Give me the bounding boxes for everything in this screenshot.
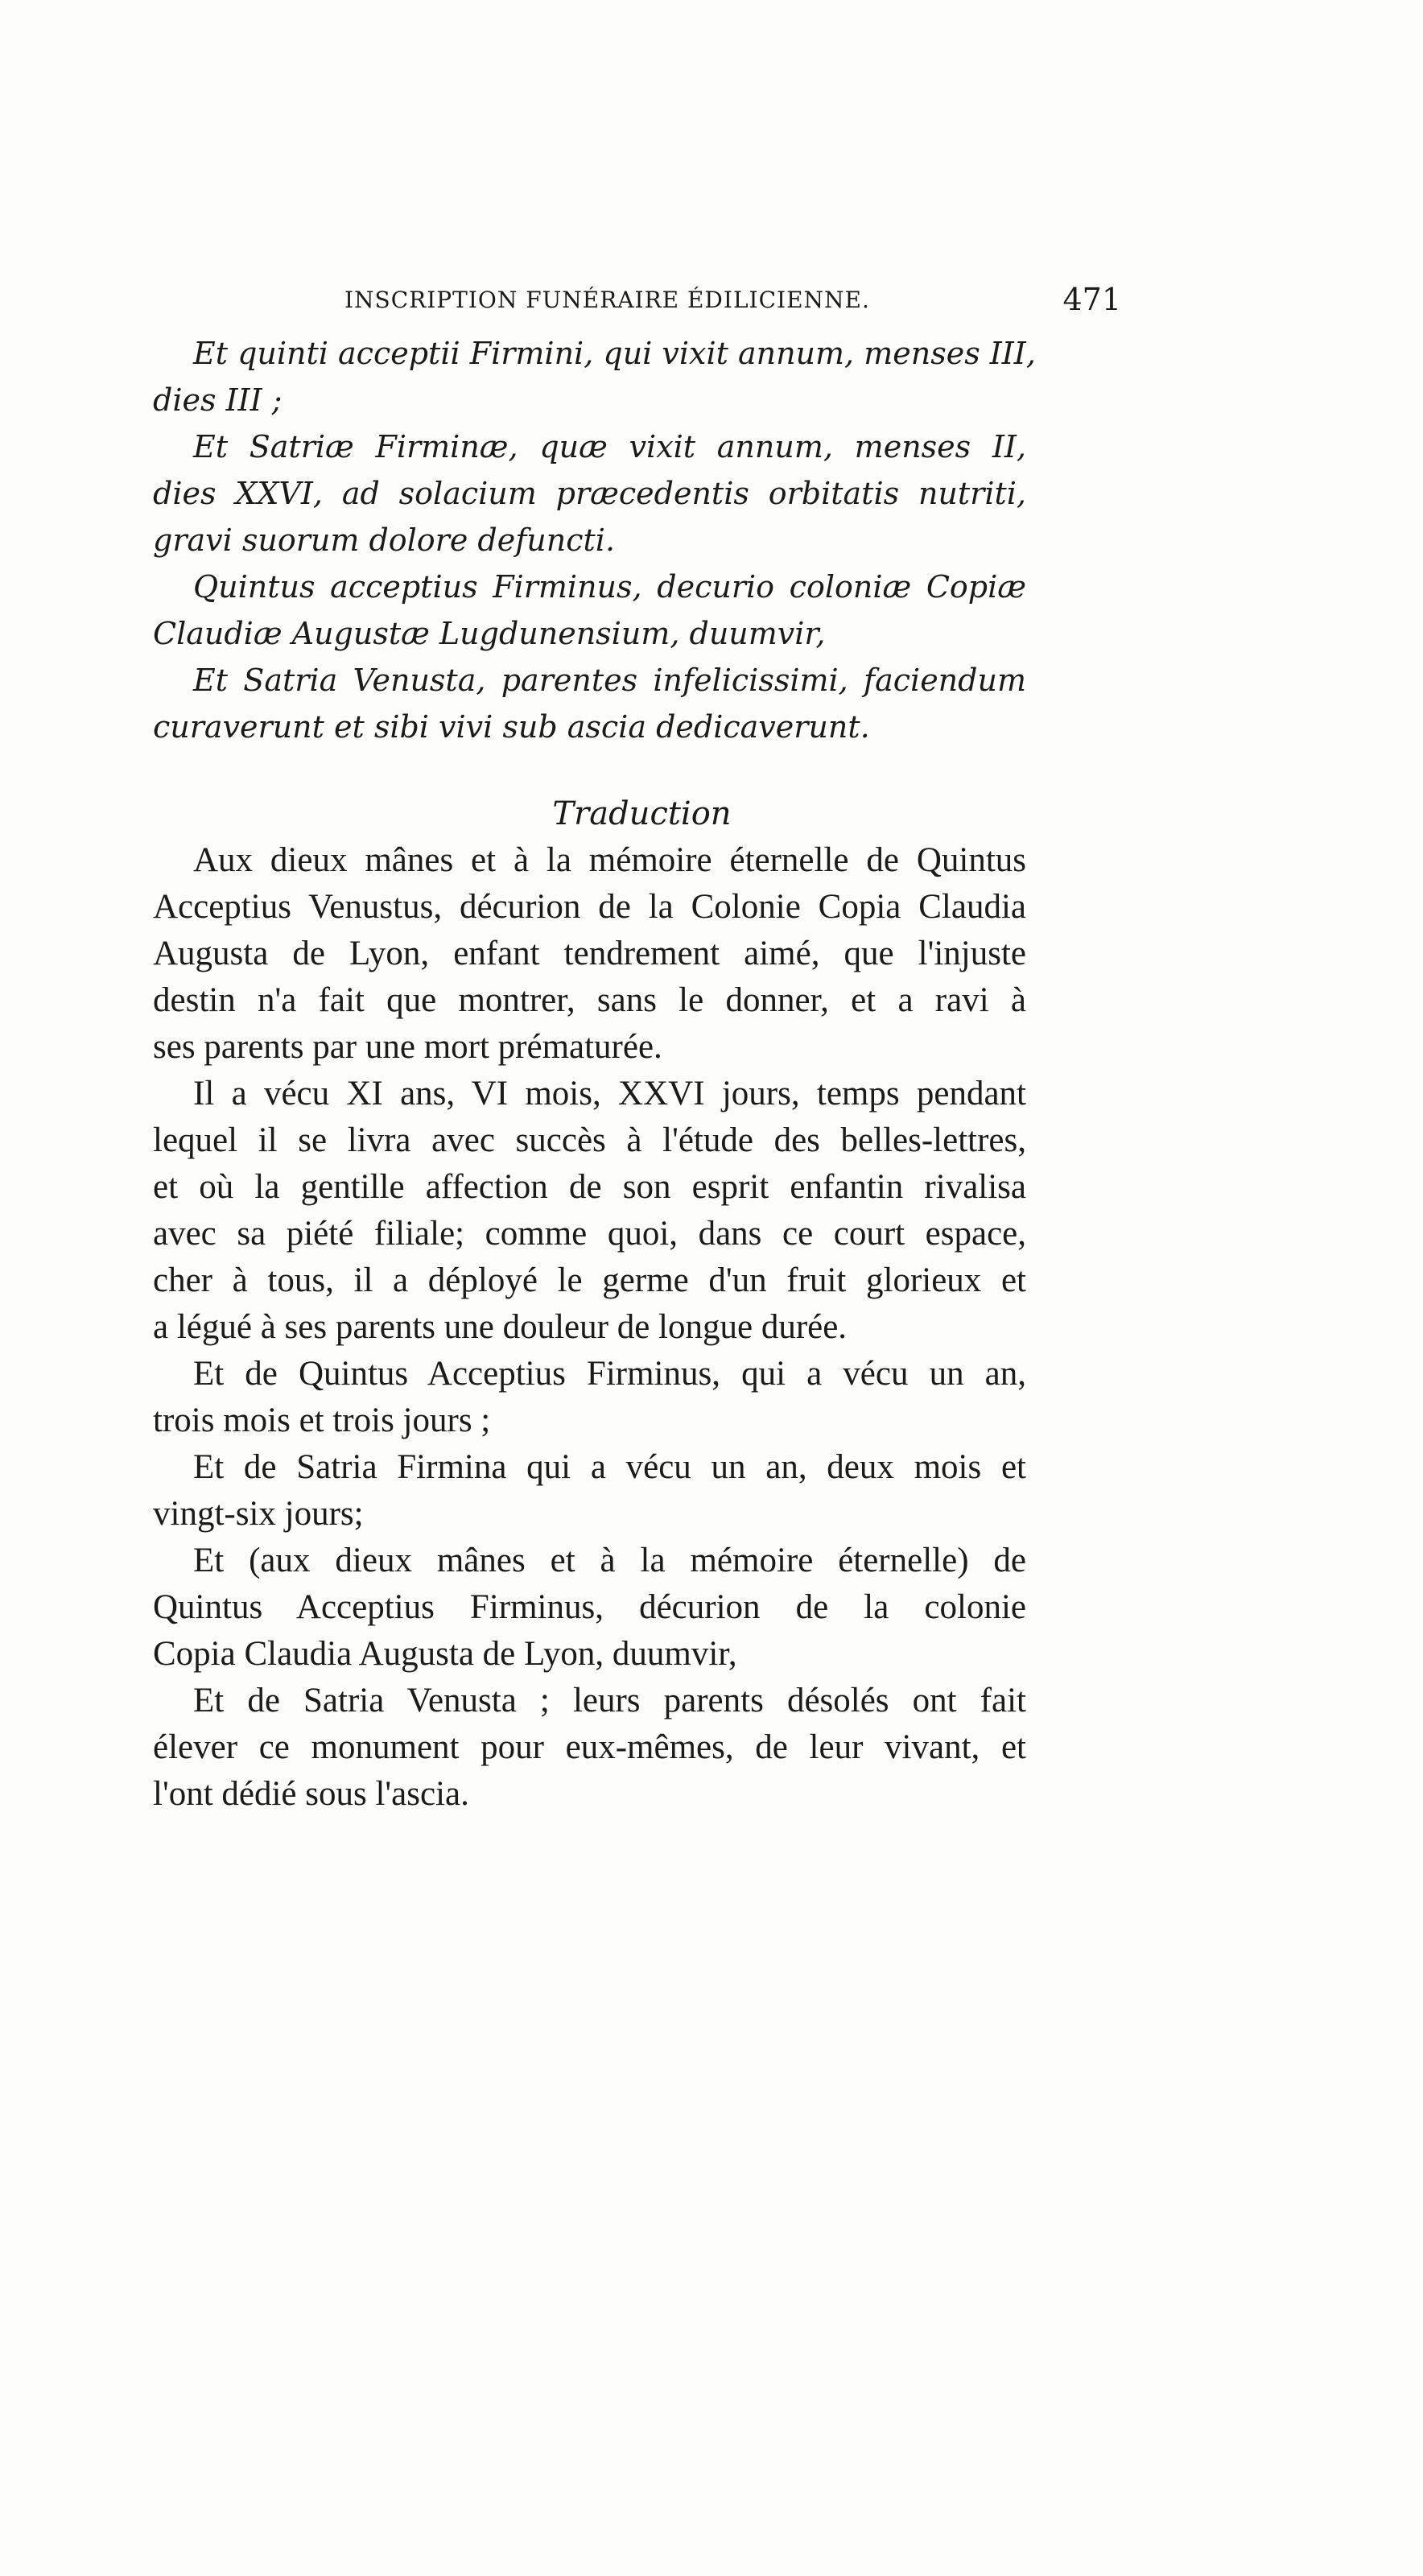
running-title: INSCRIPTION FUNÉRAIRE ÉDILICIENNE. [344,287,870,313]
latin-line: Quintus acceptius Firminus, decurio coloniæ Copiæ [193,569,1026,605]
latin-line: Et Satria Venusta, parentes infelicissimi, faciendum [193,663,1026,698]
latin-line: Et Satriæ Firminæ, quæ vixit annum, menses II, [193,429,1026,464]
running-head [314,282,1121,322]
translation-line: ses parents par une mort prématurée. [153,1028,662,1066]
latin-line: Et quinti acceptii Firmini, qui vixit annum, menses III, [193,336,1036,371]
translation-line: vingt-six jours; [153,1495,364,1533]
latin-line: gravi suorum dolore defuncti. [153,522,616,558]
translation-line: l'ont dédié sous l'ascia. [153,1775,469,1813]
translation-line: Acceptius Venustus, décurion de la Colonie Copia Claudia [153,888,1026,926]
text-block [153,330,1036,1818]
latin-line: dies XXVI, ad solacium præcedentis orbitatis nutriti, [153,476,1026,511]
translation-heading: Traduction [552,795,732,832]
translation-line: cher à tous, il a déployé le germe d'un fruit glorieux et [153,1261,1026,1299]
translation-line: Il a vécu XI ans, VI mois, XXVI jours, temps pendant [193,1075,1026,1113]
translation-line: Copia Claudia Augusta de Lyon, duumvir, [153,1635,737,1673]
translation-line: avec sa piété filiale; comme quoi, dans ce court espace, [153,1215,1026,1253]
translation-line: et où la gentille affection de son esprit enfantin rivalisa [153,1168,1026,1206]
translation-line: a légué à ses parents une douleur de longue durée. [153,1308,848,1346]
translation-line: élever ce monument pour eux-mêmes, de leur vivant, et [153,1728,1026,1766]
latin-line: curaverunt et sibi vivi sub ascia dedicaverunt. [153,709,870,745]
translation-line: Quintus Acceptius Firminus, décurion de la colonie [153,1588,1026,1626]
translation-line: Et de Quintus Acceptius Firminus, qui a vécu un an, [193,1355,1026,1393]
translation-line: Et de Satria Firmina qui a vécu un an, deux mois et [193,1448,1026,1486]
french-translation [153,837,1026,1818]
latin-line: dies III ; [153,382,283,418]
translation-line: lequel il se livra avec succès à l'étude des belles-lettres, [153,1121,1026,1159]
translation-line: Augusta de Lyon, enfant tendrement aimé, que l'injuste [153,935,1026,972]
translation-line: trois mois et trois jours ; [153,1402,491,1439]
translation-line: Et (aux dieux mânes et à la mémoire éternelle) de [193,1542,1026,1579]
page-number: 471 [1062,282,1121,317]
translation-line: Et de Satria Venusta ; leurs parents désolés ont fait [193,1682,1026,1719]
translation-line: Aux dieux mânes et à la mémoire éternelle de Quintus [193,841,1026,879]
latin-inscription [153,330,1036,750]
translation-line: destin n'a fait que montrer, sans le donner, et a ravi à [153,981,1026,1019]
latin-line: Claudiæ Augustæ Lugdunensium, duumvir, [153,616,826,651]
